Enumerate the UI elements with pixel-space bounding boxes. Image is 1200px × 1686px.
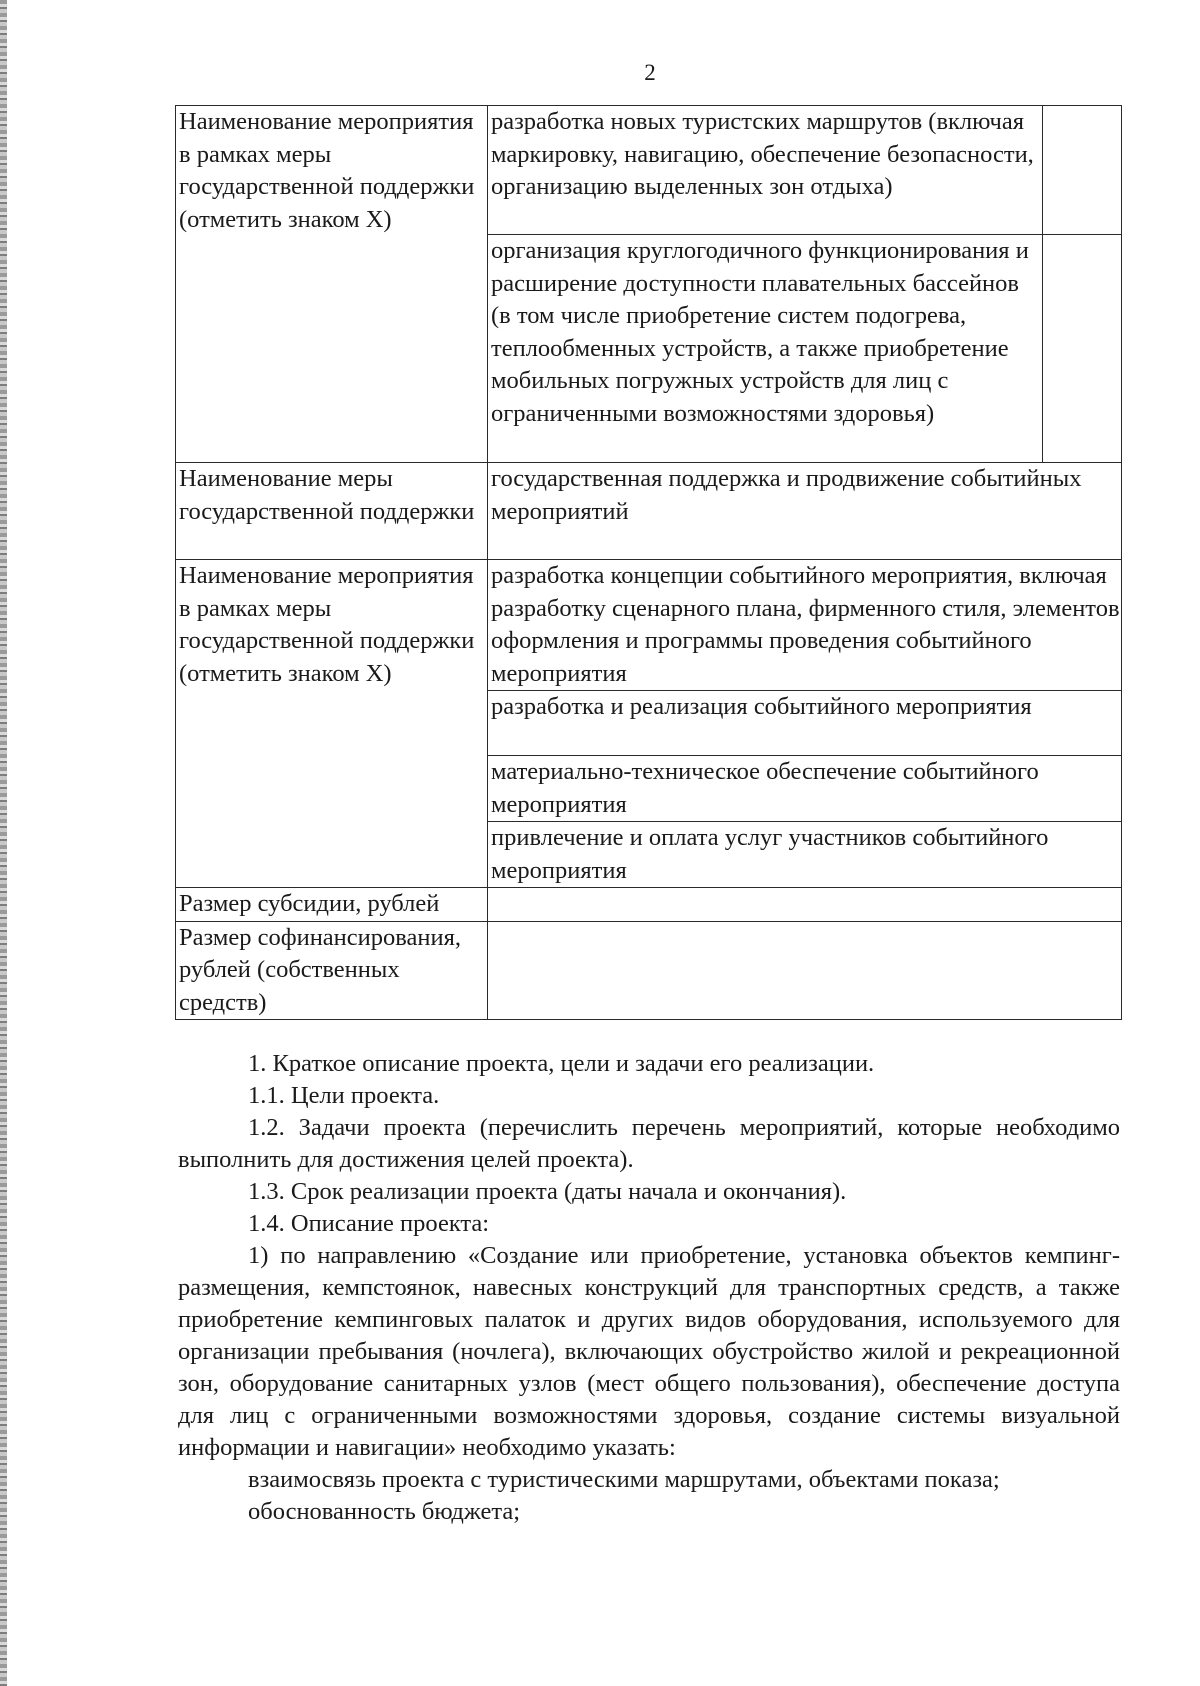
mark-checkbox[interactable] bbox=[1043, 235, 1122, 463]
paragraph: 1) по направлению «Создание или приобретение, установка объектов кемпинг-размещения, кемпстоянок, навесных конструкций для транспортных средств, а также приобретение кемпинговых палаток и других видов оборудования, используемого для организации пребывания (ночлега), включающих обустройство жилой и рекреационной зон, оборудование санитарных узлов (мест общего пользования), обеспечение доступа для лиц с ограниченными возможностями здоровья, создание системы визуальной информации и навигации» необходимо указать: bbox=[178, 1242, 1120, 1461]
page-number: 2 bbox=[644, 60, 656, 85]
row-label: Наименование мероприятия в рамках меры государственной поддержки (отметить знаком X) bbox=[176, 106, 488, 463]
list-item: обоснованность бюджета; bbox=[248, 1498, 521, 1525]
row-label: Наименование меры государственной поддержки bbox=[176, 463, 488, 560]
row-value: государственная поддержка и продвижение событийных мероприятий bbox=[488, 463, 1122, 560]
table-row bbox=[176, 560, 1122, 691]
subsidy-amount-field[interactable] bbox=[488, 888, 1122, 922]
paragraph: 1.3. Срок реализации проекта (даты начала и окончания). bbox=[248, 1178, 847, 1205]
list-item: взаимосвязь проекта с туристическими маршрутами, объектами показа; bbox=[248, 1466, 1000, 1493]
row-label: Наименование мероприятия в рамках меры государственной поддержки (отметить знаком X) bbox=[176, 560, 488, 888]
option-text[interactable]: материально-техническое обеспечение событийного мероприятия bbox=[488, 756, 1122, 822]
paragraph: 1.1. Цели проекта. bbox=[248, 1082, 440, 1109]
table-row bbox=[176, 463, 1122, 560]
paragraph: 1.4. Описание проекта: bbox=[248, 1210, 490, 1237]
table-row bbox=[176, 106, 1122, 235]
row-label: Размер софинансирования, рублей (собственных средств) bbox=[176, 921, 488, 1020]
option-text[interactable]: разработка и реализация событийного мероприятия bbox=[488, 691, 1122, 756]
option-text[interactable]: привлечение и оплата услуг участников событийного мероприятия bbox=[488, 822, 1122, 888]
table-row bbox=[176, 921, 1122, 1020]
table-row bbox=[176, 888, 1122, 922]
paragraph: 1.2. Задачи проекта (перечислить перечень мероприятий, которые необходимо выполнить для достижения целей проекта). bbox=[178, 1114, 1120, 1173]
application-form-table bbox=[175, 105, 1122, 1020]
option-text[interactable]: разработка концепции событийного мероприятия, включая разработку сценарного плана, фирменного стиля, элементов оформления и программы проведения событийного мероприятия bbox=[488, 560, 1122, 691]
paragraph: 1. Краткое описание проекта, цели и задачи его реализации. bbox=[248, 1050, 875, 1077]
cofinancing-amount-field[interactable] bbox=[488, 921, 1122, 1020]
option-text: разработка новых туристских маршрутов (включая маркировку, навигацию, обеспечение безопасности, организацию выделенных зон отдыха) bbox=[488, 106, 1043, 235]
scan-edge bbox=[0, 0, 7, 1686]
option-text: организация круглогодичного функционирования и расширение доступности плавательных бассейнов (в том числе приобретение систем подогрева, теплообменных устройств, а также приобретение мобильных погружных устройств для лиц с ограниченными возможностями здоровья) bbox=[488, 235, 1043, 463]
mark-checkbox[interactable] bbox=[1043, 106, 1122, 235]
row-label: Размер субсидии, рублей bbox=[176, 888, 488, 922]
document-body bbox=[178, 1048, 1120, 1528]
